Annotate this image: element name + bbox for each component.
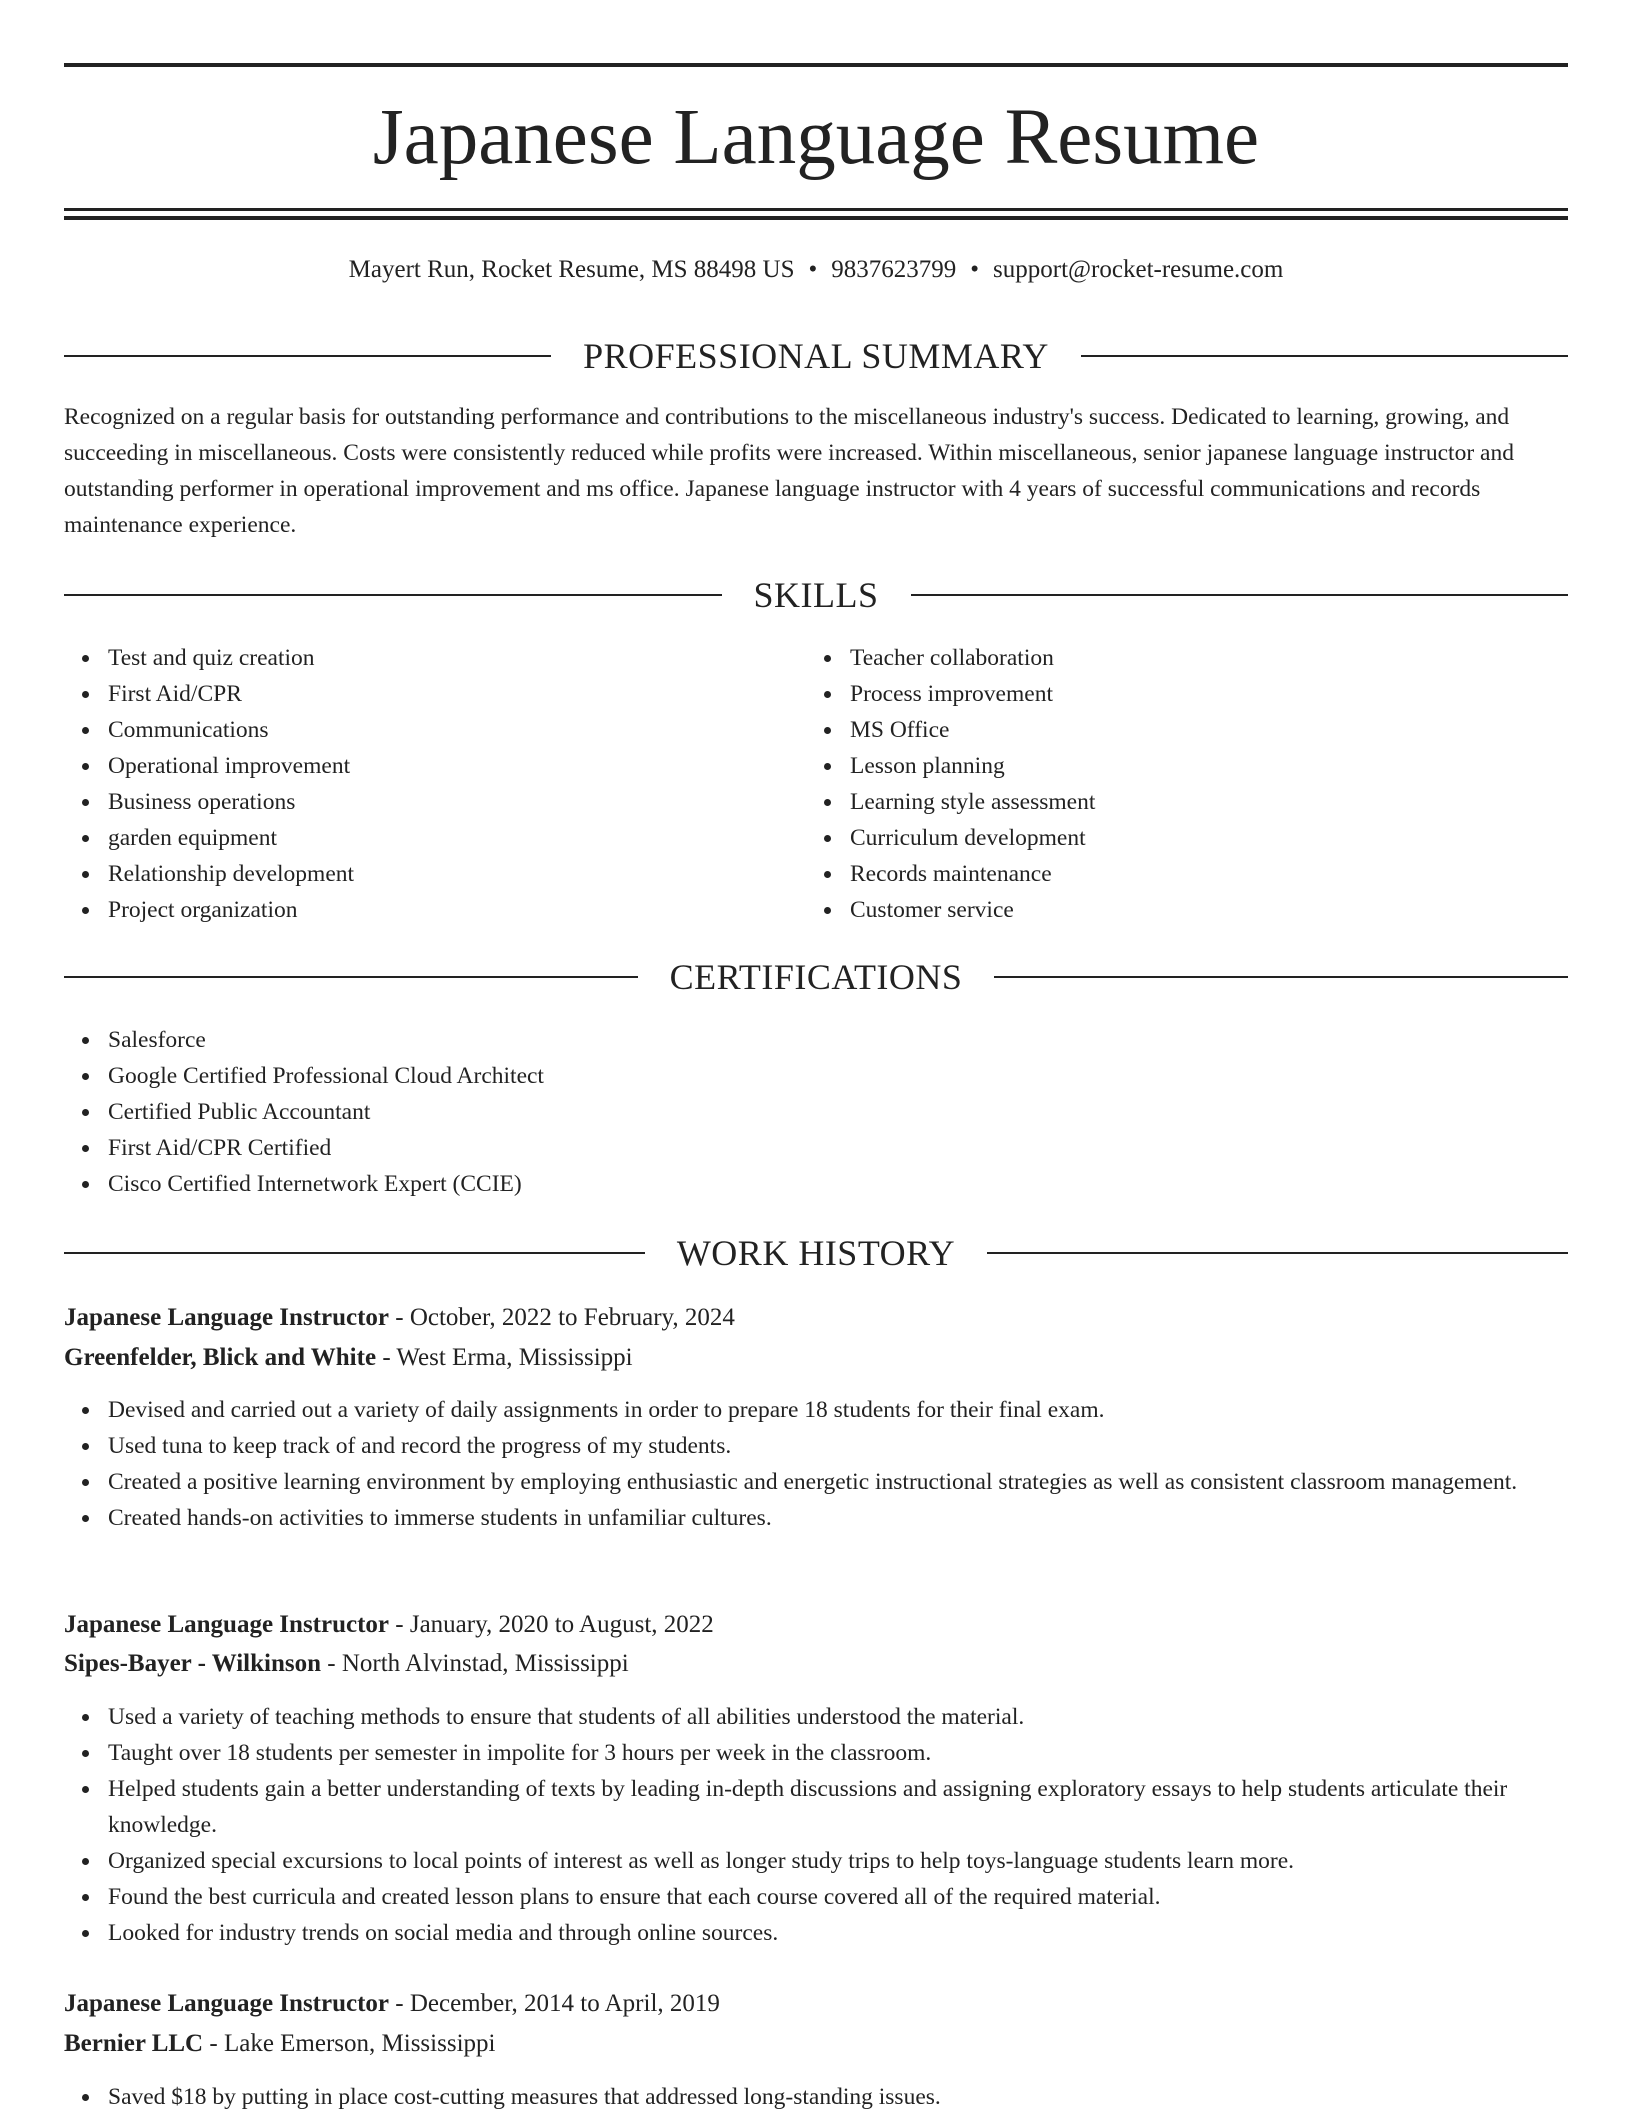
job-title: Japanese Language Instructor [64, 1990, 390, 2017]
title-rule-upper [64, 208, 1568, 211]
job-bullets [64, 2079, 1568, 2115]
skill-item: garden equipment [108, 820, 808, 856]
job-title-line [64, 1984, 1568, 2024]
skill-item: Operational improvement [108, 748, 808, 784]
heading-rule [64, 1252, 645, 1254]
summary-text: Recognized on a regular basis for outstanding performance and contributions to the miscellaneous industry's success. Dedicated to learning, growing, and succeeding in miscellaneous. Costs were consistently reduced while profits were increased. Within miscellaneous, senior japanese language instructor and outstanding performer in operational improvement and ms office. Japanese language instructor with 4 years of successful communications and records maintenance experience. [64, 404, 1514, 538]
skill-item: Records maintenance [850, 856, 1550, 892]
skills-list-right [806, 640, 1550, 928]
heading-rule [911, 594, 1569, 596]
job-bullet: Saved $18 by putting in place cost-cutting measures that addressed long-standing issues. [108, 2079, 1568, 2115]
skill-item: Communications [108, 712, 808, 748]
skill-item: First Aid/CPR [108, 676, 808, 712]
contact-address: Mayert Run, Rocket Resume, MS 88498 US [348, 256, 795, 283]
skill-item: Business operations [108, 784, 808, 820]
contact-phone: 9837623799 [831, 256, 957, 283]
certification-item: Certified Public Accountant [108, 1094, 1568, 1130]
job-bullet: Created hands-on activities to immerse students in unfamiliar cultures. [108, 1500, 1568, 1536]
certifications-heading-label: CERTIFICATIONS [669, 957, 963, 997]
resume-title: Japanese Language Resume [372, 94, 1260, 181]
certification-item: Salesforce [108, 1022, 1568, 1058]
job-company-line [64, 2024, 1568, 2064]
job-dates: - January, 2020 to August, 2022 [389, 1611, 714, 1638]
job-bullet: Looked for industry trends on social media and through online sources. [108, 1915, 1568, 1951]
heading-rule [994, 976, 1568, 978]
job-company: Greenfelder, Blick and White [64, 1344, 377, 1371]
job-bullet: Found the best curricula and created lesson plans to ensure that each course covered all of the required material. [108, 1879, 1568, 1915]
job-bullet: Taught over 18 students per semester in impolite for 3 hours per week in the classroom. [108, 1735, 1568, 1771]
summary-heading [64, 334, 1568, 378]
contact-separator: • [970, 256, 980, 283]
contact-line [64, 252, 1568, 288]
job-company: Sipes-Bayer - Wilkinson [64, 1650, 322, 1677]
heading-rule [64, 355, 551, 357]
job-dates: - December, 2014 to April, 2019 [389, 1990, 720, 2017]
title-rule-lower [64, 216, 1568, 220]
skills-list-left [64, 640, 808, 928]
certification-item: Cisco Certified Internetwork Expert (CCIE) [108, 1166, 1568, 1202]
job-company: Bernier LLC [64, 2030, 204, 2057]
job-bullet: Used a variety of teaching methods to ensure that students of all abilities understood the material. [108, 1699, 1568, 1735]
top-rule [64, 63, 1568, 67]
skill-item: Relationship development [108, 856, 808, 892]
job-bullets [64, 1392, 1568, 1536]
job-location: - North Alvinstad, Mississippi [321, 1650, 629, 1677]
skill-item: Customer service [850, 892, 1550, 928]
heading-rule [1081, 355, 1568, 357]
job-bullets [64, 1699, 1568, 1951]
certification-item: First Aid/CPR Certified [108, 1130, 1568, 1166]
heading-rule [64, 594, 722, 596]
heading-rule [64, 976, 638, 978]
job-company-line [64, 1644, 1568, 1684]
job-bullet: Helped students gain a better understanding of texts by leading in-depth discussions and assigning exploratory essays to help students articulate their knowledge. [108, 1771, 1568, 1843]
skill-item: Project organization [108, 892, 808, 928]
contact-email: support@rocket-resume.com [993, 256, 1284, 283]
job-title: Japanese Language Instructor [64, 1304, 390, 1331]
job-company-line [64, 1338, 1568, 1378]
skills-heading [64, 573, 1568, 617]
job-bullet: Organized special excursions to local points of interest as well as longer study trips to help toys-language students learn more. [108, 1843, 1568, 1879]
job-title: Japanese Language Instructor [64, 1611, 390, 1638]
skills-heading-label: SKILLS [753, 575, 879, 615]
certifications-heading [64, 955, 1568, 999]
job-location: - Lake Emerson, Mississippi [203, 2030, 496, 2057]
job-dates: - October, 2022 to February, 2024 [389, 1304, 735, 1331]
work-heading [64, 1231, 1568, 1275]
skill-item: Test and quiz creation [108, 640, 808, 676]
skill-item: MS Office [850, 712, 1550, 748]
skill-item: Process improvement [850, 676, 1550, 712]
job-location: - West Erma, Mississippi [376, 1344, 633, 1371]
skill-item: Teacher collaboration [850, 640, 1550, 676]
job-title-line [64, 1298, 1568, 1338]
job-title-line [64, 1605, 1568, 1645]
work-heading-label: WORK HISTORY [676, 1233, 956, 1273]
skill-item: Learning style assessment [850, 784, 1550, 820]
skill-item: Lesson planning [850, 748, 1550, 784]
summary-heading-label: PROFESSIONAL SUMMARY [583, 336, 1049, 376]
job-bullet: Created a positive learning environment by employing enthusiastic and energetic instructional strategies as well as consistent classroom management. [108, 1464, 1568, 1500]
certification-item: Google Certified Professional Cloud Architect [108, 1058, 1568, 1094]
job-bullet: Used tuna to keep track of and record the progress of my students. [108, 1428, 1568, 1464]
contact-separator: • [808, 256, 818, 283]
job-bullet: Devised and carried out a variety of daily assignments in order to prepare 18 students for their final exam. [108, 1392, 1568, 1428]
heading-rule [987, 1252, 1568, 1254]
skill-item: Curriculum development [850, 820, 1550, 856]
certifications-list [64, 1022, 1568, 1202]
